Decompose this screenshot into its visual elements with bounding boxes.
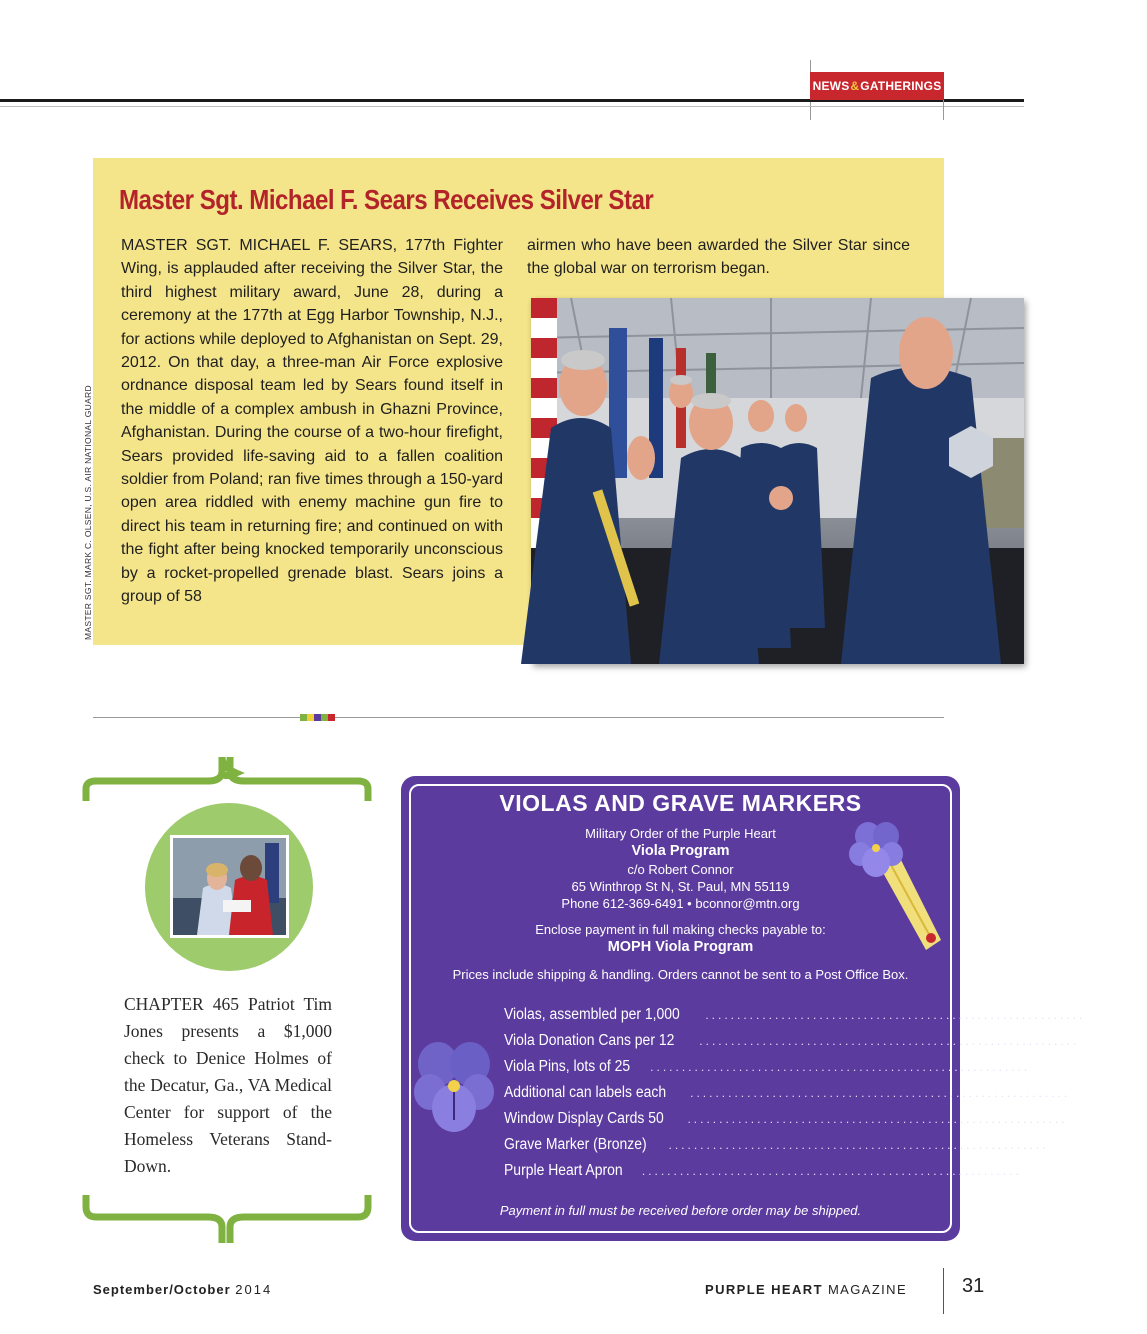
- ad-payment-note: Payment in full must be received before order may be shipped.: [499, 1203, 862, 1218]
- chapter-photo: [170, 835, 289, 938]
- price-item-value: 15.00: [1036, 1162, 1072, 1179]
- viola-ribbon-icon: [846, 820, 946, 955]
- divider-mark-green: [300, 714, 307, 721]
- footer-issue-month: September/October: [93, 1282, 231, 1297]
- chapter-photo-illustration: [173, 838, 286, 935]
- footer-magazine-light: MAGAZINE: [827, 1282, 908, 1297]
- section-tag: [810, 72, 944, 100]
- price-item-label: Violas, assembled per 1,000: [504, 1006, 680, 1023]
- section-tag-news: NEWS: [812, 79, 850, 93]
- section-tag-gatherings: GATHERINGS: [860, 79, 942, 93]
- footer-issue-year: 2014: [235, 1282, 273, 1297]
- ad-contact: Phone 612-369-6491 • bconnor@mtn.org: [561, 896, 800, 911]
- footer-divider: [943, 1268, 944, 1314]
- price-leader-dots: ............................................................: [699, 1034, 1080, 1048]
- ad-org: Military Order of the Purple Heart: [585, 826, 776, 841]
- ad-enclose-instructions: Enclose payment in full making checks payable to:: [535, 922, 826, 937]
- article-column-1: [121, 234, 503, 609]
- price-item-label: Viola Pins, lots of 25: [504, 1058, 631, 1075]
- violas-ad-title: VIOLAS AND GRAVE MARKERS: [499, 790, 862, 816]
- footer-issue: [93, 1282, 272, 1297]
- price-row: [504, 1136, 1099, 1162]
- price-item-value: 50.00: [1045, 1058, 1081, 1075]
- divider-mark-yellow: [307, 714, 314, 721]
- bottom-brace-icon: [82, 1187, 372, 1247]
- price-item-value: 16.00: [1082, 1110, 1118, 1127]
- divider-mark-green-2: [321, 714, 328, 721]
- price-list: [504, 1006, 1147, 1188]
- price-item-value: $125.00: [1096, 1006, 1147, 1023]
- page-number: 31: [962, 1275, 985, 1297]
- header-tag-line-right: [943, 100, 944, 120]
- price-item-label: Window Display Cards 50: [504, 1110, 664, 1127]
- price-leader-dots: ............................................................: [641, 1164, 1022, 1178]
- price-leader-dots: ............................................................: [690, 1086, 1071, 1100]
- ad-care-of: c/o Robert Connor: [627, 862, 734, 877]
- section-tag-amp: &: [850, 79, 860, 93]
- price-item-label: Grave Marker (Bronze): [504, 1136, 647, 1153]
- price-row: [504, 1162, 1072, 1188]
- divider-color-marks: [300, 714, 335, 721]
- price-row: [504, 1058, 1081, 1084]
- price-item-value: 65.00: [1063, 1136, 1099, 1153]
- price-leader-dots: ............................................................: [687, 1112, 1068, 1126]
- ceremony-photo-illustration: [531, 298, 1024, 664]
- price-item-label: Purple Heart Apron: [504, 1162, 623, 1179]
- ad-prices-note: Prices include shipping & handling. Orders cannot be sent to a Post Office Box.: [452, 967, 909, 982]
- price-row: [504, 1084, 1121, 1110]
- article-title: Master Sgt. Michael F. Sears Receives Silver Star: [119, 184, 654, 215]
- chapter-caption: CHAPTER 465 Patriot Tim Jones presents a $1,000 check to Denice Holmes of the Decatur, Ga., VA Medical Center for support of the Homeless Veterans Stand-Down.: [124, 994, 332, 1176]
- divider-mark-purple: [314, 714, 321, 721]
- footer-magazine-bold: PURPLE HEART: [705, 1282, 823, 1297]
- price-item-label: Viola Donation Cans per 12: [504, 1032, 675, 1049]
- price-item-value: 00.12: [1085, 1084, 1121, 1101]
- price-leader-dots: ............................................................: [650, 1060, 1031, 1074]
- ad-program: Viola Program: [631, 843, 730, 859]
- price-leader-dots: ............................................................: [668, 1138, 1049, 1152]
- price-leader-dots: ............................................................: [705, 1008, 1086, 1022]
- divider-mark-red: [328, 714, 335, 721]
- price-item-label: Additional can labels each: [504, 1084, 667, 1101]
- ad-address: 65 Winthrop St N, St. Paul, MN 55119: [571, 879, 790, 894]
- viola-flower-icon: [414, 1040, 494, 1134]
- header-rule-thin: [0, 106, 1024, 107]
- price-item-value: 20.00: [1094, 1032, 1130, 1049]
- price-row: [504, 1006, 1147, 1032]
- photo-credit: MASTER SGT. MARK C. OLSEN, U.S. AIR NATIONAL GUARD: [83, 385, 93, 640]
- article-column-1-body: 177th Fighter Wing, is applauded after receiving the Silver Star, the third highest military award, June 28, during a ceremony at the 177th at Egg Harbor Township, N.J., for actions while deployed to Afghanistan on Sept. 29, 2012. On that day, a three-man Air Force explosive ordnance disposal team led by Sears found itself in the middle of a complex ambush in Ghazni Province, Afghanistan. During the course of a two-hour firefight, Sears provided life-saving aid to a fallen coalition soldier from Poland; ran five times through a 150-yard open area riddled with enemy machine gun fire to direct his team in returning fire; and continued on with the fight after being knocked temporarily unconscious by a rocket-propelled grenade blast. Sears joins a group of 58: [121, 237, 503, 606]
- footer-magazine: [705, 1282, 907, 1297]
- article-column-2: airmen who have been awarded the Silver Star since the global war on terrorism began.: [527, 237, 910, 278]
- price-row: [504, 1110, 1118, 1136]
- price-row: [504, 1032, 1130, 1058]
- ad-payee: MOPH Viola Program: [607, 939, 754, 955]
- ceremony-photo: [531, 298, 1024, 664]
- section-divider: [93, 717, 944, 718]
- article-lead: MASTER SGT. MICHAEL F. SEARS,: [121, 237, 398, 254]
